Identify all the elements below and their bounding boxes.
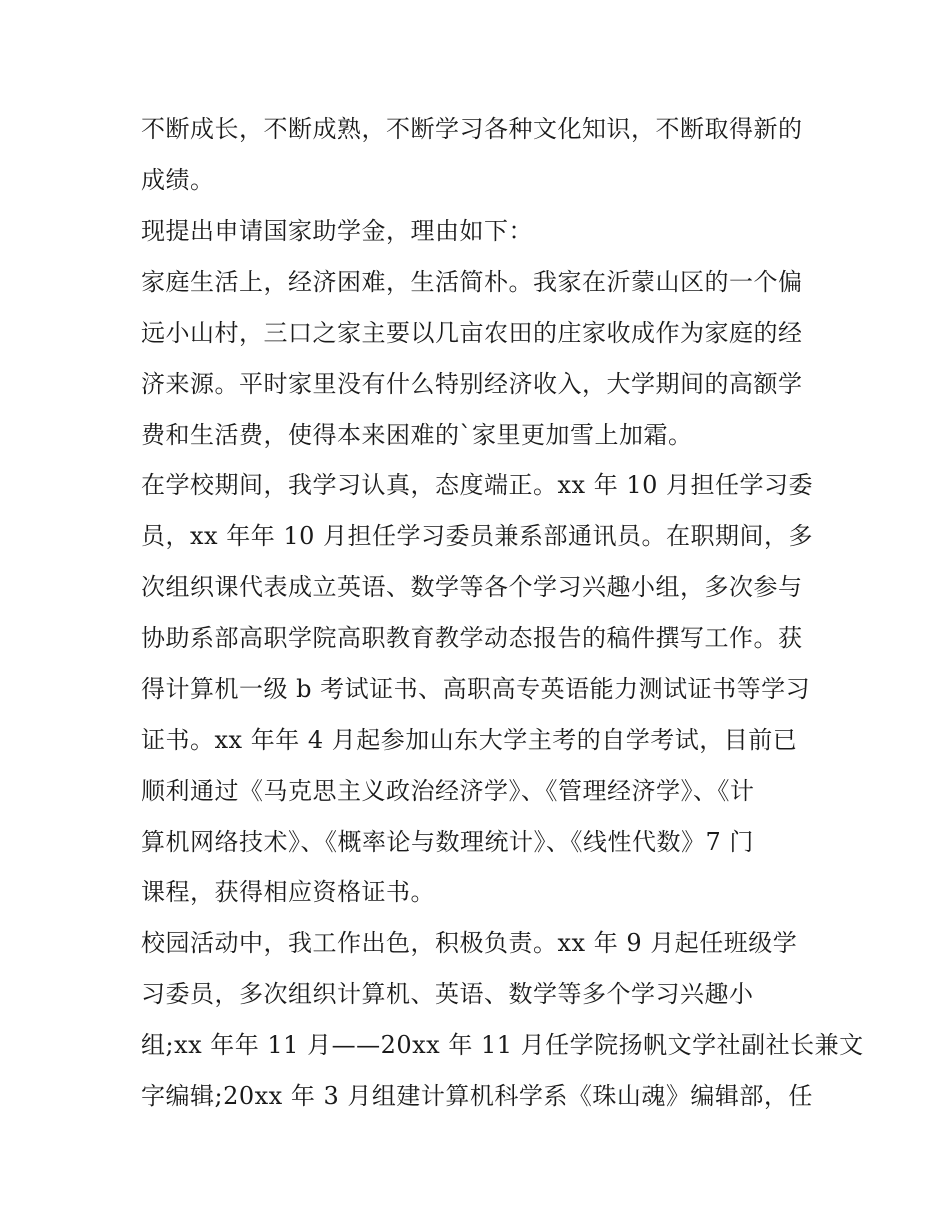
text-line: 顺利通过《马克思主义政治经济学》、《管理经济学》、《计 (141, 777, 755, 805)
text-line: 在学校期间，我学习认真，态度端正。xx 年 10 月担任学习委 (141, 471, 813, 499)
text-line: 现提出申请国家助学金，理由如下： (141, 217, 533, 245)
text-line: 字编辑;20xx 年 3 月组建计算机科学系《珠山魂》编辑部，任 (141, 1082, 813, 1110)
text-line: 不断成长，不断成熟，不断学习各种文化知识，不断取得新的 (141, 115, 803, 143)
text-line: 得计算机一级 b 考试证书、高职高专英语能力测试证书等学习 (141, 675, 811, 703)
text-line: 济来源。平时家里没有什么特别经济收入，大学期间的高额学 (141, 370, 803, 398)
text-line: 校园活动中，我工作出色，积极负责。xx 年 9 月起任班级学 (141, 929, 798, 957)
text-line: 费和生活费，使得本来困难的`家里更加雪上加霜。 (141, 421, 693, 449)
text-line: 课程，获得相应资格证书。 (141, 878, 435, 906)
text-line: 员，xx 年年 10 月担任学习委员兼系部通讯员。在职期间，多 (141, 522, 813, 550)
text-line: 家庭生活上，经济困难，生活简朴。我家在沂蒙山区的一个偏 (141, 268, 803, 296)
text-line: 习委员，多次组织计算机、英语、数学等多个学习兴趣小 (141, 980, 754, 1008)
text-line: 次组织课代表成立英语、数学等各个学习兴趣小组，多次参与 (141, 573, 803, 601)
text-line: 证书。xx 年年 4 月起参加山东大学主考的自学考试，目前已 (141, 726, 798, 754)
text-line: 算机网络技术》、《概率论与数理统计》、《线性代数》7 门 (141, 828, 754, 856)
text-line: 远小山村，三口之家主要以几亩农田的庄家收成作为家庭的经 (141, 319, 803, 347)
text-line: 协助系部高职学院高职教育教学动态报告的稿件撰写工作。获 (141, 624, 803, 652)
text-line: 组;xx 年年 11 月——20xx 年 11 月任学院扬帆文学社副社长兼文 (141, 1031, 864, 1059)
text-line: 成绩。 (141, 166, 215, 194)
